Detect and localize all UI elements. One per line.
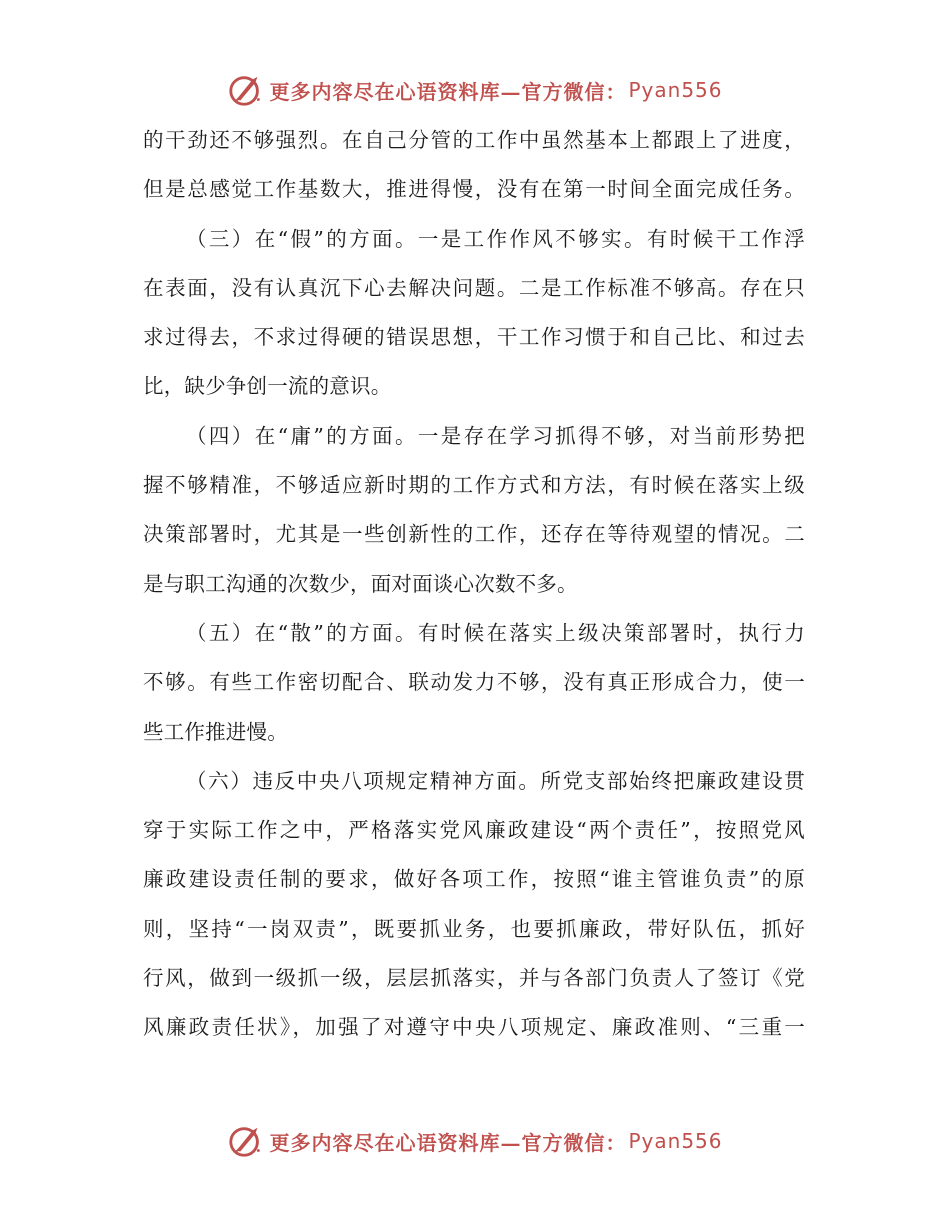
body-line: 些工作推进慢。 <box>143 719 288 744</box>
body-line: 廉政建设责任制的要求，做好各项工作，按照“谁主管谁负责”的原 <box>143 867 805 892</box>
body-line: 比，缺少争创一流的意识。 <box>143 374 392 399</box>
body-line: （六）违反中央八项规定精神方面。所党支部始终把廉政建设贯 <box>186 768 805 793</box>
body-line: 但是总感觉工作基数大，推进得慢，没有在第一时间全面完成任务。 <box>143 177 805 202</box>
body-line: 握不够精准，不够适应新时期的工作方式和方法，有时候在落实上级 <box>143 473 805 498</box>
body-line: 的干劲还不够强烈。在自己分管的工作中虽然基本上都跟上了进度， <box>143 128 805 152</box>
body-line: 则，坚持“一岗双责”，既要抓业务，也要抓廉政，带好队伍，抓好 <box>143 916 805 941</box>
body-line: 行风，做到一级抓一级，层层抓落实，并与各部门负责人了签订《党 <box>143 966 805 991</box>
footer-watermark <box>0 1121 950 1161</box>
body-line: （四）在“庸”的方面。一是存在学习抓得不够，对当前形势把 <box>186 423 805 448</box>
document-body <box>143 116 805 1053</box>
wechat-id: Pyan556 <box>628 1129 723 1153</box>
quill-pen-circle-icon <box>227 1122 265 1160</box>
watermark-text: 更多内容尽在心语资料库—官方微信： <box>269 1130 627 1155</box>
watermark-text: 更多内容尽在心语资料库—官方微信： <box>269 79 627 104</box>
body-line: （三）在“假”的方面。一是工作作风不够实。有时候干工作浮 <box>186 226 805 251</box>
body-line: 穿于实际工作之中，严格落实党风廉政建设“两个责任”，按照党风 <box>143 818 805 843</box>
body-line: （五）在“散”的方面。有时候在落实上级决策部署时，执行力 <box>186 620 805 645</box>
header-watermark <box>0 70 950 110</box>
body-line: 在表面，没有认真沉下心去解决问题。二是工作标准不够高。存在只 <box>143 275 805 300</box>
body-line: 风廉政责任状》，加强了对遵守中央八项规定、廉政准则、“三重一 <box>143 1015 805 1040</box>
body-line: 求过得去，不求过得硬的错误思想，干工作习惯于和自己比、和过去 <box>143 325 805 350</box>
wechat-id: Pyan556 <box>628 78 723 102</box>
body-line: 决策部署时，尤其是一些创新性的工作，还存在等待观望的情况。二 <box>143 522 805 547</box>
quill-pen-circle-icon <box>227 71 265 109</box>
body-line: 不够。有些工作密切配合、联动发力不够，没有真正形成合力，使一 <box>143 670 805 695</box>
body-line: 是与职工沟通的次数少，面对面谈心次数不多。 <box>143 571 578 596</box>
